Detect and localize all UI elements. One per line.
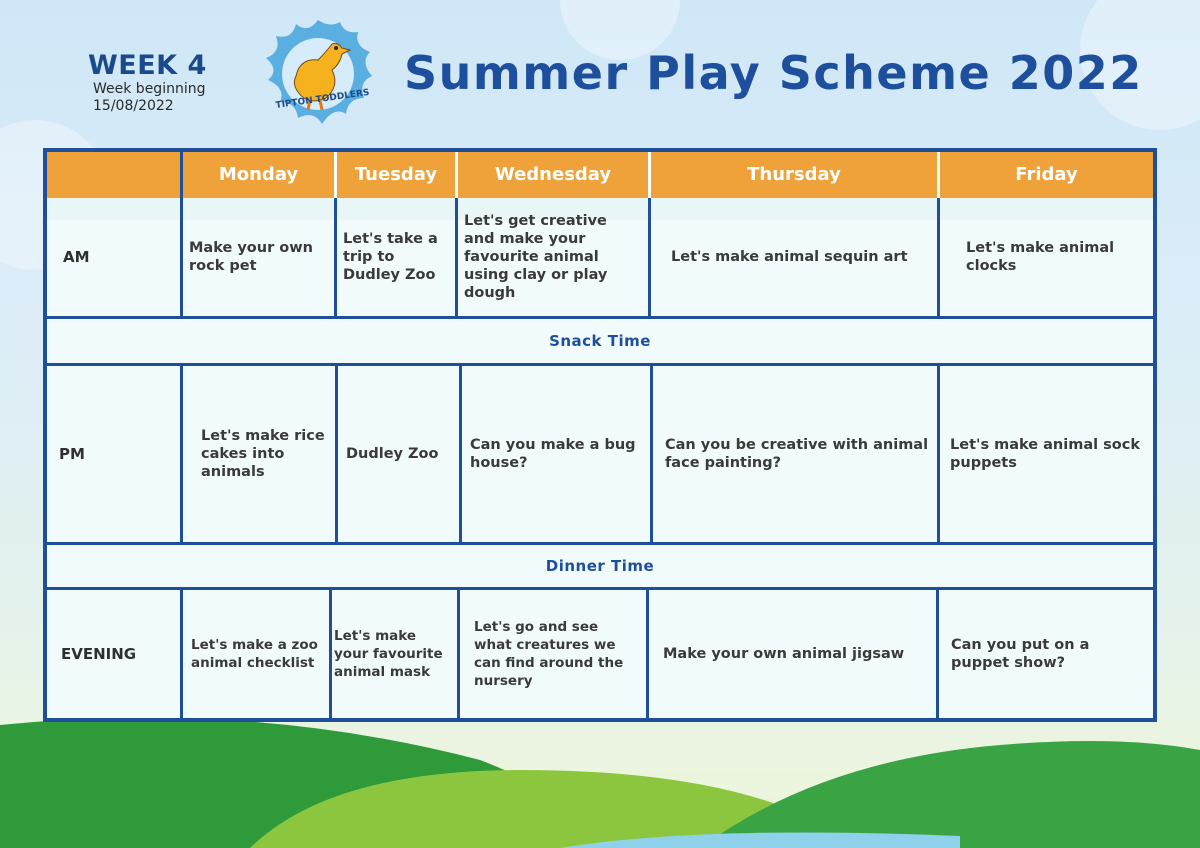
- logo-text: TIPTON TODDLERS: [275, 87, 371, 111]
- activity-cell: Let's make rice cakes into animals: [183, 366, 338, 542]
- activity-cell: Can you be creative with animal face painting?: [653, 366, 940, 542]
- slot-label-evening: EVENING: [47, 590, 183, 718]
- header-monday: Monday: [183, 152, 337, 198]
- activity-cell: Can you make a bug house?: [462, 366, 653, 542]
- page-title: Summer Play Scheme 2022: [404, 46, 1143, 100]
- schedule-table: [43, 148, 1157, 722]
- activity-cell: Make your own rock pet: [183, 198, 337, 316]
- header-wednesday: Wednesday: [458, 152, 651, 198]
- activity-cell: Let's get creative and make your favourite animal using clay or play dough: [458, 198, 651, 316]
- activity-cell: Let's make animal sock puppets: [950, 437, 1140, 471]
- header-tuesday: Tuesday: [337, 152, 458, 198]
- pm-row: [47, 366, 1153, 542]
- week-beginning-date: 15/08/2022: [93, 98, 174, 114]
- activity-cell: Let's go and see what creatures we can find around the nursery: [460, 590, 649, 718]
- header-thursday: Thursday: [651, 152, 940, 198]
- dinner-time-band: Dinner Time: [47, 542, 1153, 590]
- header-friday: Friday: [1015, 164, 1078, 185]
- activity-cell: Let's make your favourite animal mask: [332, 590, 460, 718]
- am-row: [47, 198, 1153, 316]
- activity-cell: Let's make animal sequin art: [651, 198, 940, 316]
- week-number: WEEK 4: [88, 50, 207, 81]
- activity-cell: Let's make a zoo animal checklist: [183, 590, 332, 718]
- slot-label-pm: PM: [47, 366, 183, 542]
- snack-time-band: Snack Time: [47, 316, 1153, 366]
- slot-label-am: AM: [47, 198, 183, 316]
- evening-row: [47, 590, 1153, 718]
- activity-cell: Can you put on a puppet show?: [951, 637, 1090, 671]
- activity-cell: Let's make animal clocks: [966, 240, 1115, 274]
- table-header-row: [47, 152, 1153, 198]
- week-info: [88, 50, 207, 115]
- week-beginning-label: Week beginning: [93, 81, 206, 97]
- activity-cell: Let's take a trip to Dudley Zoo: [337, 198, 458, 316]
- tipton-toddlers-logo: [256, 14, 380, 134]
- activity-cell: Dudley Zoo: [338, 366, 462, 542]
- header-empty-cell: [47, 152, 183, 198]
- activity-cell: Make your own animal jigsaw: [649, 590, 939, 718]
